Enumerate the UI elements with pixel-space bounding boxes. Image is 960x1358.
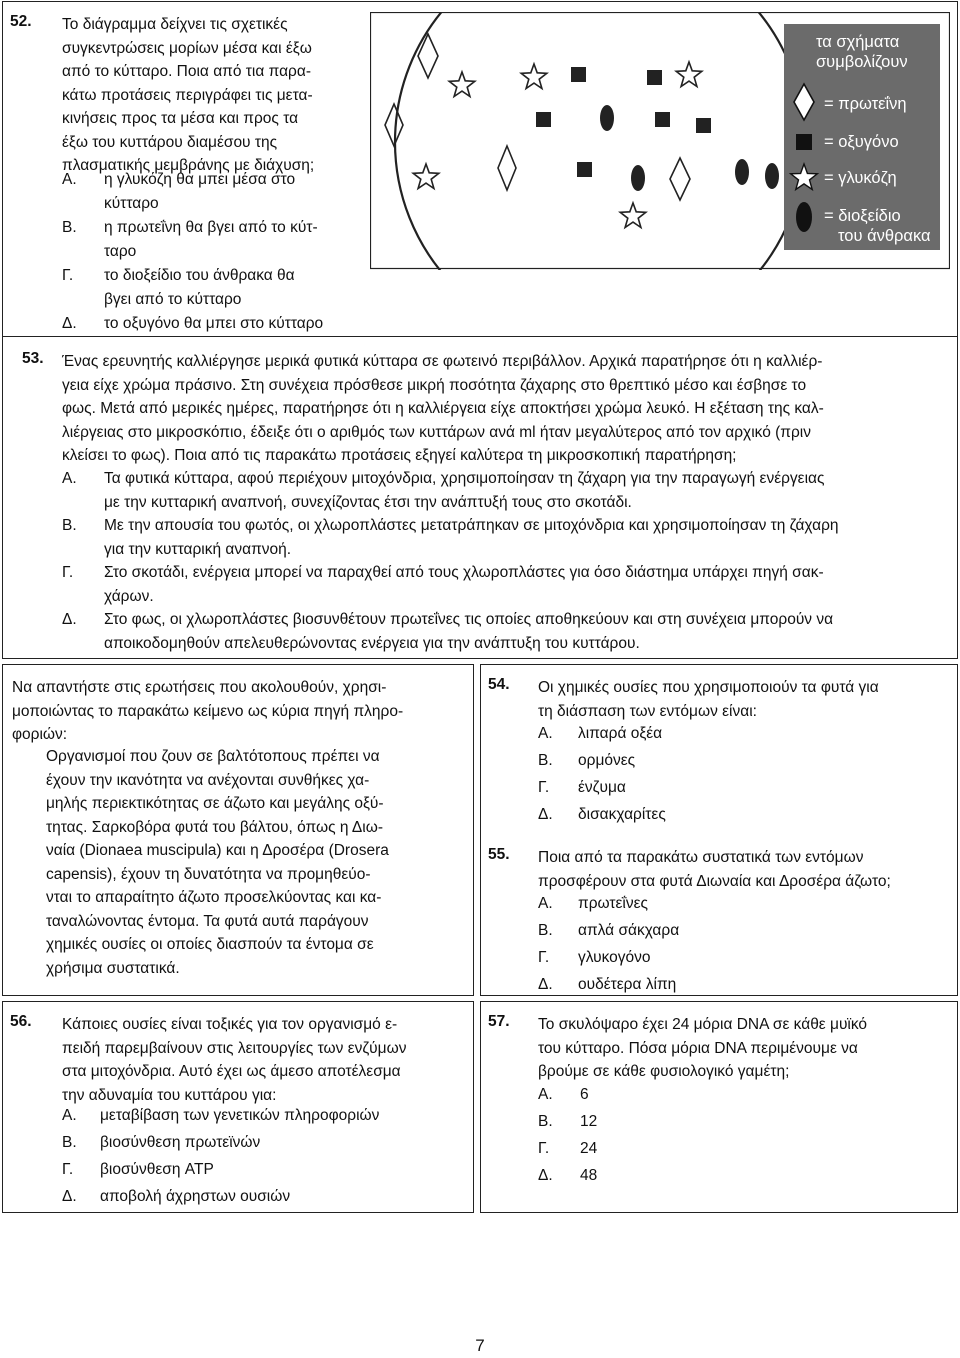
q52-stem-line: κάτω προτάσεις περιγράφει τις μετα- [62,86,313,104]
page-number: 7 [475,1336,485,1355]
option-letter: Α. [538,895,553,912]
passage-body-line: χρήσιμα συστατικά. [46,959,180,977]
option-text: βιοσύνθεση πρωτεϊνών [100,1134,261,1151]
oval-icon [735,159,749,185]
q53-stem-line: φως. Μετά από μερικές ημέρες, παρατήρησε ότι η καλλιέργεια είχε αποκτήσει χρώμα λευκό. Η εξέταση της καλ- [62,400,824,417]
option-letter: Γ. [62,1161,74,1178]
legend-title-line: συμβολίζουν [816,53,908,71]
q55-stem [538,846,891,893]
option-text: για την κυτταρική αναπνοή. [104,540,292,558]
legend-label-oxygen: = οξυγόνο [824,133,899,151]
option-letter: Γ. [538,779,550,796]
legend-label-co2: = διοξείδιο [824,207,901,225]
option-letter: Δ. [62,611,77,628]
passage-body-line: νται το απαραίτητο άζωτο προσελκύοντας και κα- [46,889,382,906]
option-text: Τα φυτικά κύτταρα, αφού περιέχουν μιτοχόνδρια, χρησιμοποίησαν τη ζάχαρη για την παραγωγή ενέργειας [104,470,825,487]
oval-icon [765,163,779,189]
option-text: 24 [580,1140,598,1157]
q52-stem-line: έξω του κυττάρου διαμέσου της [62,133,278,151]
q52-stem-line: συγκεντρώσεις μορίων μέσα και έξω [62,39,312,57]
option-letter: Α. [62,470,77,487]
passage-intro-line: φοριών: [12,726,68,743]
option-text: ταρο [104,242,137,260]
q52-stem-line: κινήσεις προς τα μέσα και προς τα [62,110,299,127]
option-text: λιπαρά οξέα [578,725,663,742]
passage-body-line: τητας. Σαρκοβόρα φυτά του βάλτου, όπως η Διω- [46,818,383,836]
option-text: Στο φως, οι χλωροπλάστες βιοσυνθέτουν πρωτεΐνες τις οποίες αποθηκεύουν και στη συνέχεια μπορούν να [104,611,834,628]
q52-stem-line: από το κύτταρο. Ποια από τια παρα- [62,63,311,80]
passage-body-line: Οργανισμοί που ζουν σε βαλτότοπους πρέπει να [46,748,380,765]
option-letter: Β. [538,752,553,769]
option-letter: Β. [62,517,77,534]
diamond-icon [794,84,814,120]
option-letter: Β. [62,219,77,236]
square-icon [696,118,711,133]
q56-stem-line: πειδή παρεμβαίνουν στις λειτουργίες των ενζύμων [62,1039,407,1057]
option-letter: Γ. [538,949,550,966]
option-letter: Δ. [538,806,553,823]
q56-stem-line: στα μιτοχόνδρια. Αυτό έχει ως άμεσο αποτέλεσμα [62,1063,401,1080]
option-letter: Δ. [538,1167,553,1184]
legend-label-glucose: = γλυκόζη [824,169,897,187]
legend-title-line: τα σχήματα [816,33,900,51]
square-icon [655,112,670,127]
option-text: η γλυκόζη θα μπει μέσα στο [104,171,296,188]
q54-stem [538,676,879,723]
oval-icon [600,105,614,131]
square-icon [571,67,586,82]
q55-stem-line: προσφέρουν στα φυτά Διωναία και Δροσέρα άζωτο; [538,872,891,890]
q53-stem [62,350,824,468]
q57-number: 57. [488,1013,510,1030]
option-text: 6 [580,1086,589,1103]
q52-stem-line: Το διάγραμμα δείχνει τις σχετικές [62,16,288,33]
diagram-legend [784,24,940,250]
option-text: μεταβίβαση των γενετικών πληροφοριών [100,1107,380,1124]
square-icon [577,162,592,177]
option-letter: Α. [538,725,553,742]
option-text: 12 [580,1113,598,1130]
option-letter: Α. [538,1086,553,1103]
option-letter: Γ. [62,267,74,284]
q56-stem-line: Κάποιες ουσίες είναι τοξικές για τον οργανισμό ε- [62,1016,398,1033]
option-letter: Β. [62,1134,77,1151]
q52-number: 52. [10,13,32,30]
square-icon [796,134,812,150]
oval-icon [796,202,812,232]
square-icon [647,70,662,85]
q57-stem-line: του κύτταρο. Πόσα μόρια DNA περιμένουμε να [538,1039,858,1057]
option-letter: Α. [62,171,77,188]
option-text: Στο σκοτάδι, ενέργεια μπορεί να παραχθεί από τους χλωροπλάστες για όσο διάστημα υπάρχει πηγή σακ- [104,564,824,581]
q53-stem-line: λιέργειας στο μικροσκόπιο, έδειξε ότι ο αριθμός των κυττάρων ανά ml ήταν μεγαλύτερος από τον αρχικό (πριν [62,423,811,441]
passage-intro-line: Να απαντήστε στις ερωτήσεις που ακολουθούν, χρησι- [12,679,387,696]
q54-number: 54. [488,676,510,693]
option-letter: Δ. [538,976,553,993]
option-letter: Γ. [62,564,74,581]
option-text: γλυκογόνο [578,949,651,966]
q57-stem-line: Το σκυλόψαρο έχει 24 μόρια DNA σε κάθε μυϊκό [538,1016,868,1033]
q57-stem [538,1013,867,1084]
passage-body-line: έχουν την ικανότητα να ανέχονται συνθήκες χα- [46,771,370,789]
option-text: απλά σάκχαρα [578,922,680,939]
passage-intro-line: μοποιώντας το παρακάτω κείμενο ως κύρια πηγή πληρο- [12,702,404,720]
option-text: Με την απουσία του φωτός, οι χλωροπλάστες μετατράπηκαν σε μιτοχόνδρια και χρησιμοποίησαν τη ζάχαρη [104,517,839,534]
passage-body-line: capensis), έχουν τη δυνατότητα να προμηθεύο- [46,865,371,883]
option-letter: Γ. [538,1140,550,1157]
option-text: χάρων. [104,587,154,605]
option-text: βιοσύνθεση ATP [100,1161,214,1178]
q53-stem-line: Ένας ερευνητής καλλιέργησε μερικά φυτικά κύτταρα σε φωτεινό περιβάλλον. Αρχικά παρατήρησε ότι η καλλιέρ- [62,353,823,370]
option-letter: Δ. [62,315,77,332]
option-text: πρωτεΐνες [578,895,648,912]
q55-stem-line: Ποια από τα παρακάτω συστατικά των εντόμων [538,849,864,866]
q53-stem-line: κλείσει το φως). Ποια από τις παρακάτω προτάσεις εξηγεί καλύτερα τη μικροσκοπική παρατήρηση; [62,447,737,464]
q57-stem-line: βρούμε σε κάθε φυσιολογικό γαμέτη; [538,1063,790,1080]
option-text: ουδέτερα λίπη [578,976,677,993]
option-text: βγει από το κύτταρο [104,290,242,308]
passage-body-line: ταναλώνοντας έντομα. Τα φυτά αυτά παράγουν [46,912,369,930]
option-letter: Α. [62,1107,77,1124]
option-letter: Δ. [62,1188,77,1205]
option-text: ορμόνες [578,752,636,769]
option-letter: Β. [538,922,553,939]
q52-stem-line: πλασματικής μεμβράνης με διάχυση; [62,157,315,174]
q56-number: 56. [10,1013,32,1030]
passage-body-line: ναία (Dionaea muscipula) και η Δροσέρα (Drosera [46,842,389,859]
option-text: αποικοδομηθούν απελευθερώνοντας ενέργεια για την ανάπτυξη του κυττάρου. [104,634,640,652]
q53-number: 53. [22,350,44,367]
q53-stem-line: γεια είχε χρώμα πράσινο. Στη συνέχεια πρόσθεσε μικρή ποσότητα ζάχαρης στο θρεπτικό μέσο και έσβησε το [62,376,807,394]
q54-stem-line: Οι χημικές ουσίες που χρησιμοποιούν τα φυτά για [538,679,879,696]
option-text: η πρωτεΐνη θα βγει από το κύτ- [104,219,318,236]
star-icon [791,164,818,190]
option-text: ένζυμα [578,779,626,796]
option-text: με την κυτταρική αναπνοή, συνεχίζοντας έτσι την ανάπτυξή τους στο σκοτάδι. [104,493,632,511]
q52-stem [62,13,314,178]
option-text: δισακχαρίτες [578,806,666,823]
passage-body-line: χημικές ουσίες οι οποίες διασπούν τα έντομα σε [46,936,374,953]
q56-stem-line: την αδυναμία του κυττάρου για: [62,1086,277,1104]
passage-body [46,745,389,980]
option-text: κύτταρο [104,194,159,212]
oval-icon [631,165,645,191]
q54-stem-line: τη διάσπαση των εντόμων είναι: [538,702,757,720]
option-text: το οξυγόνο θα μπει στο κύτταρο [104,315,324,332]
legend-label-co2: του άνθρακα [838,227,931,245]
legend-label-protein: = πρωτεΐνη [824,95,907,113]
option-text: αποβολή άχρηστων ουσιών [100,1188,291,1205]
passage-body-line: μηλής περιεκτικότητας σε άζωτο και μεγάλης οξύ- [46,795,384,812]
q56-stem [62,1013,406,1107]
option-text: το διοξείδιο του άνθρακα θα [104,267,295,284]
q55-number: 55. [488,846,510,863]
option-text: 48 [580,1167,598,1184]
square-icon [536,112,551,127]
legend-symbols [784,24,824,250]
passage-intro [12,676,403,747]
option-letter: Β. [538,1113,553,1130]
